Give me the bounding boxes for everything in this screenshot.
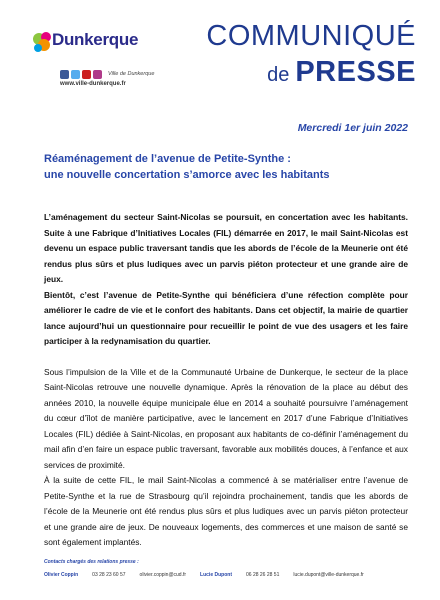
contact-1-email[interactable]: olivier.coppin@cud.fr	[139, 572, 187, 578]
title-presse: PRESSE	[295, 56, 416, 88]
headline-line-1: Réaménagement de l’avenue de Petite-Synthe :	[44, 153, 291, 165]
press-contacts-line	[44, 572, 414, 578]
twitter-icon[interactable]	[71, 70, 80, 79]
contact-1-phone: 03 28 23 60 57	[92, 572, 126, 578]
de-presse-title	[267, 56, 416, 89]
press-contacts	[44, 559, 414, 578]
body-paragraph-4: À la suite de cette FIL, le mail Saint-Nicolas a commencé à se matérialiser entre l’avenue de Petite-Synthe et la rue de Strasbourg qu’il rejoindra prochainement, tandis que les abords de l’école de la Meunerie ont été rendus plus sûrs et plus ludiques avec un parvis piéton protecteur et une grande aire de jeux. De nouveaux logements, des commerces et une maison de santé se sont également implantés.	[44, 475, 408, 547]
title-de: de	[267, 64, 290, 86]
youtube-icon[interactable]	[82, 70, 91, 79]
intro-paragraph-2: Bientôt, c’est l’avenue de Petite-Synthe qui bénéficiera d’une réfection complète pour améliorer le cadre de vie et le confort des habitants. Dans cet objectif, la mairie de quartier lance aujourd’hui un questionnaire pour recueillir le point de vue des usagers et les faire participer à la redynamisation du quartier.	[44, 289, 408, 346]
contact-2-phone: 06 28 26 28 51	[246, 572, 280, 578]
facebook-icon[interactable]	[60, 70, 69, 79]
release-date: Mercredi 1er juin 2022	[297, 122, 408, 134]
social-links	[60, 68, 154, 80]
instagram-icon[interactable]	[93, 70, 102, 79]
press-contacts-label: Contacts chargés des relations presse :	[44, 559, 139, 565]
contact-1-name: Olivier Coppin	[44, 572, 79, 578]
contact-2-email[interactable]: lucie.dupont@ville-dunkerque.fr	[293, 572, 364, 578]
dunkerque-logo[interactable]	[30, 26, 150, 58]
intro-paragraph-1: L’aménagement du secteur Saint-Nicolas se poursuit, en concertation avec les habitants. Suite à une Fabrique d’Initiatives Locales (FIL) démarrée en 2017, le mail Saint-Nicolas est devenu un espace public traversant tandis que les abords de l’école de la Meunerie ont été rendus plus sûrs et plus ludiques avec un parvis piéton protecteur et une grande aire de jeux.	[44, 212, 408, 284]
contact-2-name: Lucie Dupont	[200, 572, 232, 578]
header	[0, 0, 440, 110]
communique-title: COMMUNIQUÉ	[206, 20, 416, 52]
logo-text: Dunkerque	[52, 30, 139, 49]
website-link[interactable]: www.ville-dunkerque.fr	[60, 81, 126, 87]
social-handle: Ville de Dunkerque	[108, 71, 155, 77]
body-paragraph-3: Sous l’impulsion de la Ville et de la Communauté Urbaine de Dunkerque, le secteur de la place Saint-Nicolas retrouve une nouvelle dynamique. Après la rénovation de la place au début des années 2010, la nouvelle équipe municipale élue en 2014 a souhaité poursuivre l’aménagement du cœur d’îlot de manière participative, avec le lancement en 2017 d’une Fabrique d’Initiatives Locales (FIL) dédiée à Saint-Nicolas, en proposant aux habitants de co-définir l’aménagement du mail afin d’en faire un espace public traversant, favorable aux mobilités douces, à l’enfance et aux services de proximité.	[44, 366, 408, 470]
headline	[44, 151, 414, 183]
headline-line-2: une nouvelle concertation s’amorce avec les habitants	[44, 169, 330, 181]
body-text	[44, 210, 408, 551]
